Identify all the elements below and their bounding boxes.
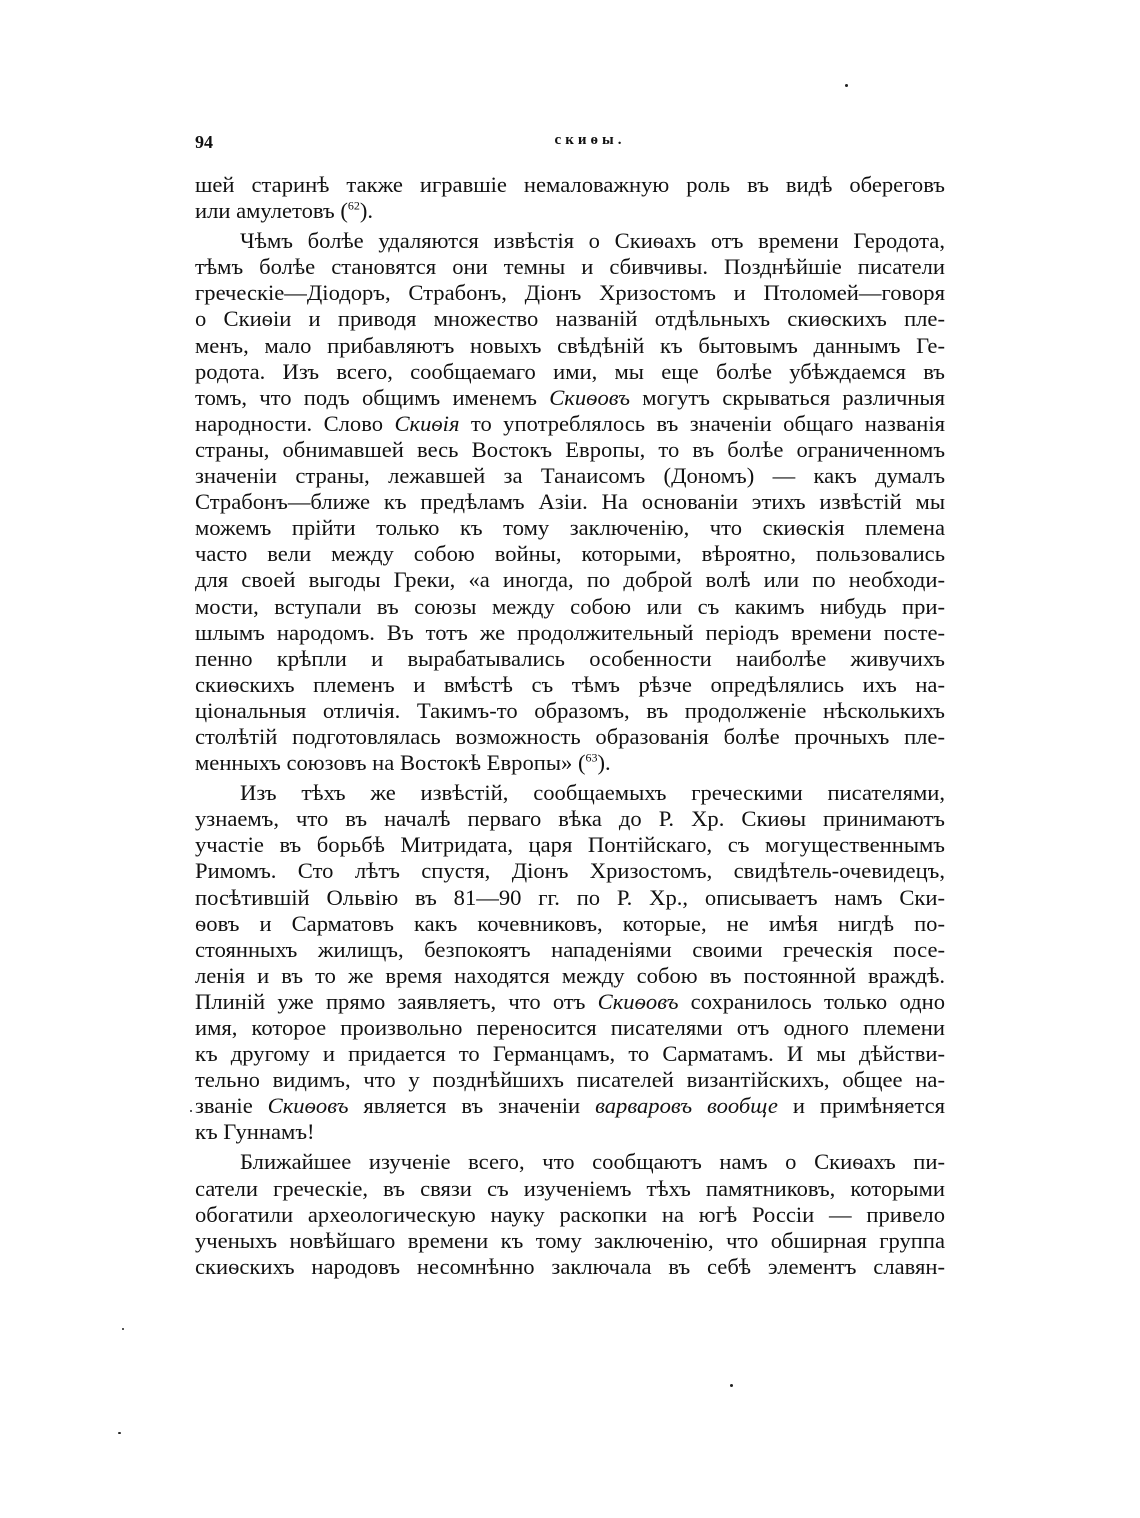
text-line: стоянныхъ жилищъ, безпокоятъ нападеніями своими греческія посе- [195, 936, 945, 962]
text-line: греческіе—Діодоръ, Страбонъ, Діонъ Хризостомъ и Птоломей—говоря [195, 280, 945, 306]
text-line [195, 198, 945, 224]
text-line: значеніи страны, лежавшей за Танаисомъ (Дономъ) — какъ думалъ [195, 463, 945, 489]
page-number: 94 [195, 132, 213, 152]
text-line: узнаемъ, что въ началѣ перваго вѣка до Р. Хр. Скиѳы принимаютъ [195, 806, 945, 832]
text-line: родота. Изъ всего, сообщаемаго ими, мы еще болѣе убѣждаемся въ [195, 358, 945, 384]
scan-speck [845, 84, 848, 87]
text-line: къ другому и придается то Германцамъ, то Сарматамъ. И мы дѣйстви- [195, 1041, 945, 1067]
running-title: скиѳы. [554, 132, 626, 148]
text-line: имя, которое произвольно переносится писателями отъ одного племени [195, 1015, 945, 1040]
text-line: мости, вступали въ союзы между собою или съ какимъ нибудь при- [195, 593, 945, 619]
scan-speck [122, 1328, 124, 1330]
text-line: ученыхъ новѣйшаго времени къ тому заключенію, что обширная группа [195, 1227, 945, 1253]
text-line: Ближайшее изученіе всего, что сообщаютъ намъ о Скиѳахъ пи- [240, 1149, 945, 1175]
text-line: скиѳскихъ племенъ и вмѣстѣ съ тѣмъ рѣзче опредѣлялись ихъ на- [195, 671, 945, 697]
text-line: Изъ тѣхъ же извѣстій, сообщаемыхъ греческими писателями, [240, 780, 945, 806]
text-line: сатели греческіе, въ связи съ изученіемъ тѣхъ памятниковъ, которыми [195, 1175, 945, 1201]
text-line: Страбонъ—ближе къ предѣламъ Азіи. На основаніи этихъ извѣстій мы [195, 489, 945, 515]
text-line: ленія и въ то же время находятся между собою въ постоянной враждѣ. [195, 962, 945, 988]
text-line: Римомъ. Сто лѣтъ спустя, Діонъ Хризостомъ, свидѣтель-очевидецъ, [195, 858, 945, 884]
text-line: пенно крѣпли и вырабатывались особенности наиболѣе живучихъ [195, 645, 945, 671]
text-line: столѣтій подготовлялась возможность образованія болѣе прочныхъ пле- [195, 723, 945, 749]
text-line: Плиній уже прямо заявляетъ, что отъ Скиѳовъ сохранилось только одно [195, 988, 945, 1014]
text-line: о Скиѳіи и приводя множество названій отдѣльныхъ скиѳскихъ пле- [195, 306, 945, 332]
text-line: менныхъ союзовъ на Востокѣ Европы» ($^{63}$). [195, 750, 611, 776]
text-line: ціональныя отличія. Такимъ-то образомъ, въ продолженіе нѣсколькихъ [195, 697, 945, 723]
text-line: тѣмъ болѣе становятся они темны и сбивчивы. Позднѣйшіе писатели [195, 254, 945, 280]
scan-speck [118, 1432, 121, 1434]
text-line: званіе Скиѳовъ является въ значеніи варваровъ вообще и примѣняется [195, 1093, 945, 1119]
text-line: скиѳскихъ народовъ несомнѣнно заключала въ себѣ элементъ славян- [195, 1253, 945, 1279]
text-line: часто вели между собою войны, которыми, вѣроятно, пользовались [195, 541, 945, 567]
text-line: менъ, мало прибавляютъ новыхъ свѣдѣній къ бытовымъ даннымъ Ге- [195, 332, 945, 358]
text-line: для своей выгоды Греки, «а иногда, по доброй волѣ или по необходи- [195, 567, 945, 593]
text-line: къ Гуннамъ! [195, 1119, 315, 1145]
text-line: Чѣмъ болѣе удаляются извѣстія о Скиѳахъ отъ времени Геродота, [240, 228, 945, 254]
scan-speck [190, 1110, 192, 1112]
text-line: посѣтившій Ольвію въ 81—90 гг. по Р. Хр., описываетъ намъ Ски- [195, 884, 945, 910]
text-line: можемъ прійти только къ тому заключенію, что скиѳскія племена [195, 515, 945, 541]
text-line: участіе въ борьбѣ Митридата, царя Понтійскаго, съ могущественнымъ [195, 832, 945, 858]
text-line: народности. Слово Скиѳія то употреблялось въ значеніи общаго названія [195, 410, 945, 436]
text-line: обогатили археологическую науку раскопки на югѣ Россіи — привело [195, 1201, 945, 1227]
text-line: тельно видимъ, что у позднѣйшихъ писателей византійскихъ, общее на- [195, 1067, 945, 1093]
text-line: страны, обнимавшей весь Востокъ Европы, то въ болѣе ограниченномъ [195, 436, 945, 462]
text-line: ѳовъ и Сарматовъ какъ кочевниковъ, которые, не имѣя нигдѣ по- [195, 910, 945, 936]
text-line-content: или амулетовъ ($^{62}$). [195, 198, 374, 224]
body-text [195, 172, 945, 1280]
text-line: шлымъ народомъ. Въ тотъ же продолжительный періодъ времени посте- [195, 619, 945, 645]
scan-speck [730, 1384, 733, 1387]
text-line: шей старинѣ также игравшіе немаловажную роль въ видѣ обереговъ [195, 172, 945, 197]
text-line: томъ, что подъ общимъ именемъ Скиѳовъ могутъ скрываться различныя [195, 384, 945, 410]
page-header [195, 132, 945, 158]
